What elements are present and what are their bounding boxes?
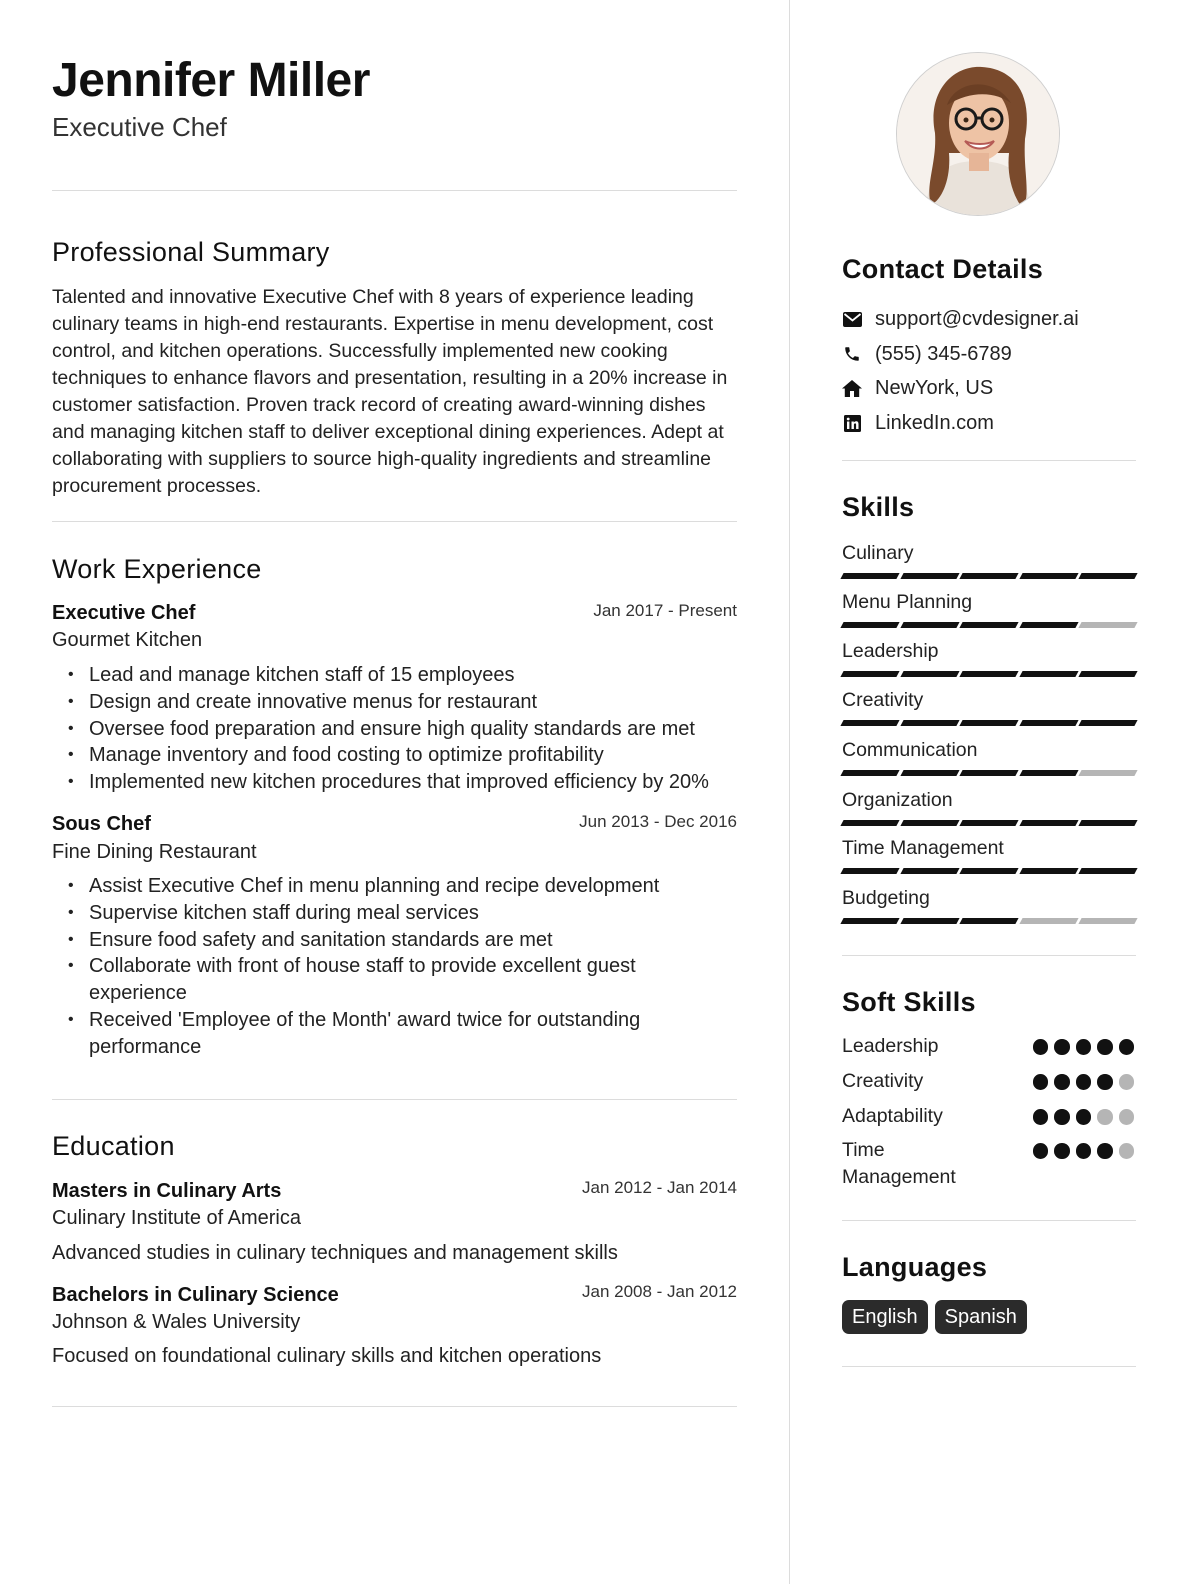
- job-title: Sous Chef: [52, 813, 151, 835]
- skill-level-segment: [840, 820, 899, 826]
- skill-level-segment: [1079, 868, 1138, 874]
- portrait-image: [897, 53, 1059, 215]
- skill-level-segment: [1079, 918, 1138, 924]
- skill-level-segment: [900, 918, 959, 924]
- soft-skill-rating: [1033, 1143, 1135, 1159]
- job-bullets: [52, 873, 719, 1061]
- skill-level-segment: [1079, 622, 1138, 628]
- skill-label: Creativity: [842, 689, 924, 711]
- list-item: • Lead and manage kitchen staff of 15 employees: [89, 662, 774, 689]
- job-dates: Jun 2013 - Dec 2016: [579, 812, 737, 831]
- rating-dot: [1033, 1109, 1049, 1125]
- skill-level-segment: [960, 573, 1019, 579]
- skill-level-segment: [1079, 671, 1138, 677]
- list-item: • Supervise kitchen staff during meal services: [89, 900, 719, 927]
- list-item: • Collaborate with front of house staff to provide excellent guest experience: [89, 953, 719, 1007]
- degree-description: Focused on foundational culinary skills and kitchen operations: [52, 1345, 602, 1367]
- rating-dot: [1076, 1143, 1092, 1159]
- skill-level-bar: [842, 719, 1136, 727]
- skill-level-segment: [900, 820, 959, 826]
- rating-dot: [1097, 1039, 1113, 1055]
- rating-dot: [1097, 1143, 1113, 1159]
- skill-level-segment: [960, 622, 1019, 628]
- contact-text: (555) 345-6789: [875, 342, 1012, 365]
- divider: [52, 190, 737, 191]
- envelope-icon: [842, 309, 862, 329]
- list-item: • Design and create innovative menus for restaurant: [89, 689, 774, 716]
- degree-dates: Jan 2012 - Jan 2014: [581, 1178, 737, 1197]
- column-divider: [789, 0, 790, 1584]
- divider: [842, 1366, 1136, 1367]
- skill-level-bar: [842, 769, 1136, 777]
- divider: [842, 1220, 1136, 1221]
- language-badge: English: [842, 1300, 928, 1334]
- skill-level-segment: [1079, 770, 1138, 776]
- phone-icon: [842, 344, 862, 364]
- skill-level-bar: [842, 867, 1136, 875]
- soft-skill-label: Creativity: [842, 1070, 924, 1092]
- skill-level-segment: [1019, 820, 1078, 826]
- rating-dot: [1033, 1074, 1049, 1090]
- soft-skill-label: Adaptability: [842, 1105, 943, 1127]
- skill-level-segment: [1079, 573, 1138, 579]
- skill-level-segment: [1019, 918, 1078, 924]
- rating-dot: [1119, 1109, 1135, 1125]
- skill-label: Organization: [842, 789, 953, 811]
- contact-text: support@cvdesigner.ai: [875, 307, 1079, 330]
- rating-dot: [1119, 1143, 1135, 1159]
- contact-text: LinkedIn.com: [875, 411, 994, 434]
- rating-dot: [1076, 1039, 1092, 1055]
- degree-title: Bachelors in Culinary Science: [52, 1284, 339, 1306]
- skill-label: Communication: [842, 739, 978, 761]
- divider: [842, 460, 1136, 461]
- rating-dot: [1097, 1109, 1113, 1125]
- soft-skill-rating: [1033, 1039, 1135, 1055]
- summary-text: Talented and innovative Executive Chef with 8 years of experience leading culinary teams in high-end restaurants. Expertise in menu development, cost control, and kitchen operations. Successfully implemented new cooking techniques to enhance flavors and presentation, resulting in a 20% increase in customer satisfaction. Proven track record of creating award-winning dishes and managing kitchen staff to deliver exceptional dining experiences. Adept at collaborating with suppliers to source high-quality ingredients and streamline procurement processes.: [52, 286, 728, 497]
- skill-level-segment: [840, 770, 899, 776]
- rating-dot: [1054, 1039, 1070, 1055]
- skills-heading: Skills: [842, 492, 915, 522]
- contact-location: [842, 374, 993, 402]
- degree-description: Advanced studies in culinary techniques and management skills: [52, 1242, 618, 1264]
- profile-photo: [896, 52, 1060, 216]
- contact-phone[interactable]: [842, 340, 1012, 368]
- skill-level-segment: [1079, 720, 1138, 726]
- degree-title: Masters in Culinary Arts: [52, 1180, 282, 1202]
- skill-level-segment: [1019, 671, 1078, 677]
- education-heading: Education: [52, 1131, 175, 1161]
- contact-text: NewYork, US: [875, 376, 994, 399]
- languages-heading: Languages: [842, 1252, 988, 1282]
- skill-level-segment: [900, 622, 959, 628]
- skill-label: Time Management: [842, 837, 1004, 859]
- job-title: Executive Chef: [52, 602, 196, 624]
- skill-label: Culinary: [842, 542, 914, 564]
- contact-heading: Contact Details: [842, 254, 1044, 284]
- skill-level-segment: [840, 671, 899, 677]
- skill-level-bar: [842, 621, 1136, 629]
- rating-dot: [1119, 1039, 1135, 1055]
- divider: [52, 1406, 737, 1407]
- skill-label: Leadership: [842, 640, 939, 662]
- soft-skills-heading: Soft Skills: [842, 987, 976, 1017]
- rating-dot: [1119, 1074, 1135, 1090]
- job-dates: Jan 2017 - Present: [593, 601, 737, 620]
- skill-level-segment: [840, 573, 899, 579]
- list-item: • Oversee food preparation and ensure high quality standards are met: [89, 716, 774, 743]
- skill-level-segment: [840, 918, 899, 924]
- skill-level-bar: [842, 819, 1136, 827]
- list-item: • Manage inventory and food costing to optimize profitability: [89, 742, 774, 769]
- summary-heading: Professional Summary: [52, 237, 330, 267]
- skill-level-segment: [960, 720, 1019, 726]
- list-item: • Ensure food safety and sanitation standards are met: [89, 927, 719, 954]
- skill-level-bar: [842, 572, 1136, 580]
- rating-dot: [1097, 1074, 1113, 1090]
- rating-dot: [1033, 1143, 1049, 1159]
- candidate-name: Jennifer Miller: [52, 54, 370, 107]
- skill-level-segment: [900, 671, 959, 677]
- experience-heading: Work Experience: [52, 554, 262, 584]
- job-company: Fine Dining Restaurant: [52, 841, 257, 863]
- linkedin-icon: [842, 413, 862, 433]
- skill-label: Menu Planning: [842, 591, 973, 613]
- language-badge: Spanish: [935, 1300, 1027, 1334]
- skill-level-segment: [1019, 868, 1078, 874]
- school-name: Culinary Institute of America: [52, 1207, 301, 1229]
- skill-level-segment: [900, 573, 959, 579]
- skill-level-segment: [900, 720, 959, 726]
- divider: [842, 955, 1136, 956]
- list-item: • Implemented new kitchen procedures that improved efficiency by 20%: [89, 769, 774, 796]
- skill-level-segment: [1019, 770, 1078, 776]
- skill-level-segment: [1019, 720, 1078, 726]
- rating-dot: [1076, 1109, 1092, 1125]
- skill-level-segment: [900, 868, 959, 874]
- skill-level-segment: [960, 918, 1019, 924]
- skill-level-segment: [1019, 573, 1078, 579]
- skill-level-bar: [842, 670, 1136, 678]
- skill-level-segment: [900, 770, 959, 776]
- rating-dot: [1054, 1143, 1070, 1159]
- divider: [52, 521, 737, 522]
- skill-level-segment: [840, 868, 899, 874]
- job-company: Gourmet Kitchen: [52, 629, 203, 651]
- skill-level-segment: [1079, 820, 1138, 826]
- contact-email[interactable]: [842, 305, 1079, 333]
- candidate-title: Executive Chef: [52, 112, 227, 142]
- languages-list: [842, 1300, 1027, 1334]
- skill-level-segment: [960, 770, 1019, 776]
- rating-dot: [1054, 1109, 1070, 1125]
- skill-level-segment: [1019, 622, 1078, 628]
- skill-level-segment: [840, 622, 899, 628]
- home-icon: [842, 378, 862, 398]
- rating-dot: [1033, 1039, 1049, 1055]
- rating-dot: [1076, 1074, 1092, 1090]
- degree-dates: Jan 2008 - Jan 2012: [581, 1282, 737, 1301]
- school-name: Johnson & Wales University: [52, 1311, 301, 1333]
- skill-label: Budgeting: [842, 887, 930, 909]
- soft-skill-rating: [1033, 1109, 1135, 1125]
- soft-skill-label: Leadership: [842, 1035, 939, 1057]
- list-item: • Received 'Employee of the Month' award twice for outstanding performance: [89, 1007, 719, 1061]
- divider: [52, 1099, 737, 1100]
- skill-level-segment: [960, 671, 1019, 677]
- soft-skill-rating: [1033, 1074, 1135, 1090]
- list-item: • Assist Executive Chef in menu planning and recipe development: [89, 873, 719, 900]
- skill-level-segment: [960, 820, 1019, 826]
- job-bullets: [52, 662, 774, 796]
- skill-level-segment: [960, 868, 1019, 874]
- soft-skill-label: Time Management: [842, 1139, 956, 1188]
- skill-level-bar: [842, 917, 1136, 925]
- contact-linkedin[interactable]: [842, 409, 994, 437]
- skill-level-segment: [840, 720, 899, 726]
- rating-dot: [1054, 1074, 1070, 1090]
